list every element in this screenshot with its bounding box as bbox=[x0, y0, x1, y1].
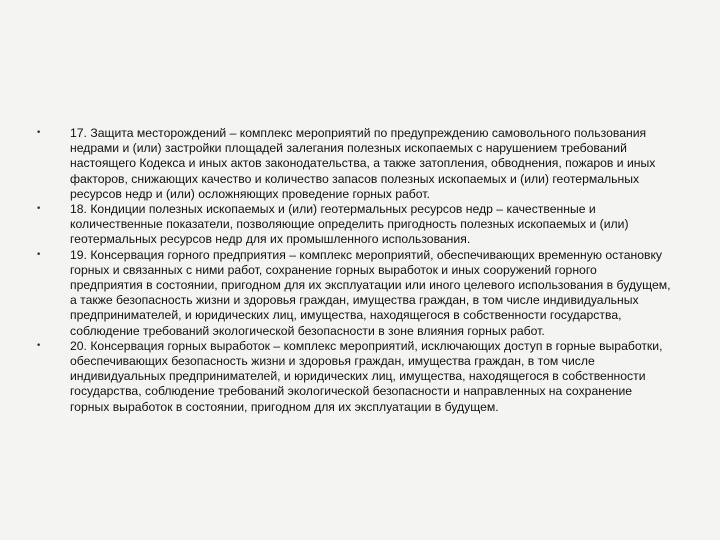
bullet-icon: • bbox=[36, 128, 42, 138]
list-item-text: 17. Защита месторождений – комплекс мероприятий по предупреждению самовольного пользования недрами и (или) застройки площадей залегания полезных ископаемых с нарушением требований настоящего Кодекса и иных актов законодательства, а также затопления, обводнения, пожаров и иных факторов, снижающих качество и количество запасов полезных ископаемых и (или) геотермальных ресурсов недр и (или) осложняющих проведение горных работ. bbox=[70, 126, 656, 201]
list-item bbox=[36, 126, 672, 202]
list-item-text: 19. Консервация горного предприятия – комплекс мероприятий, обеспечивающих временную остановку горных и связанных с ними работ, сохранение горных выработок и иных сооружений горного предприятия в состоянии, пригодном для их эксплуатации или иного целевого использования в будущем, а также безопасность жизни и здоровья граждан, имущества граждан, в том числе индивидуальных предпринимателей, и юридических лиц, имущества, находящегося в собственности государства, соблюдение требований экологической безопасности в зоне влияния горных работ. bbox=[70, 247, 671, 338]
list-item bbox=[36, 248, 672, 339]
list-item bbox=[36, 202, 672, 248]
list-item bbox=[36, 339, 672, 415]
list-item-text: 20. Консервация горных выработок – комплекс мероприятий, исключающих доступ в горные выработки, обеспечивающих безопасность жизни и здоровья граждан, имущества граждан, в том числе индивидуальных предпринимателей, и юридических лиц, имущества, находящегося в собственности государства, соблюдение требований экологической безопасности и направленных на сохранение горных выработок в состоянии, пригодном для их эксплуатации в будущем. bbox=[70, 338, 663, 414]
definition-list bbox=[36, 126, 672, 415]
bullet-icon: • bbox=[36, 340, 42, 351]
bullet-icon: • bbox=[36, 249, 42, 260]
bullet-icon: • bbox=[36, 204, 42, 215]
list-item-text: 18. Кондиции полезных ископаемых и (или) геотермальных ресурсов недр – качественные и количественные показатели, позволяющие определить пригодность полезных ископаемых и (или) геотермальных ресурсов недр для их промышленного использования. bbox=[70, 202, 629, 247]
